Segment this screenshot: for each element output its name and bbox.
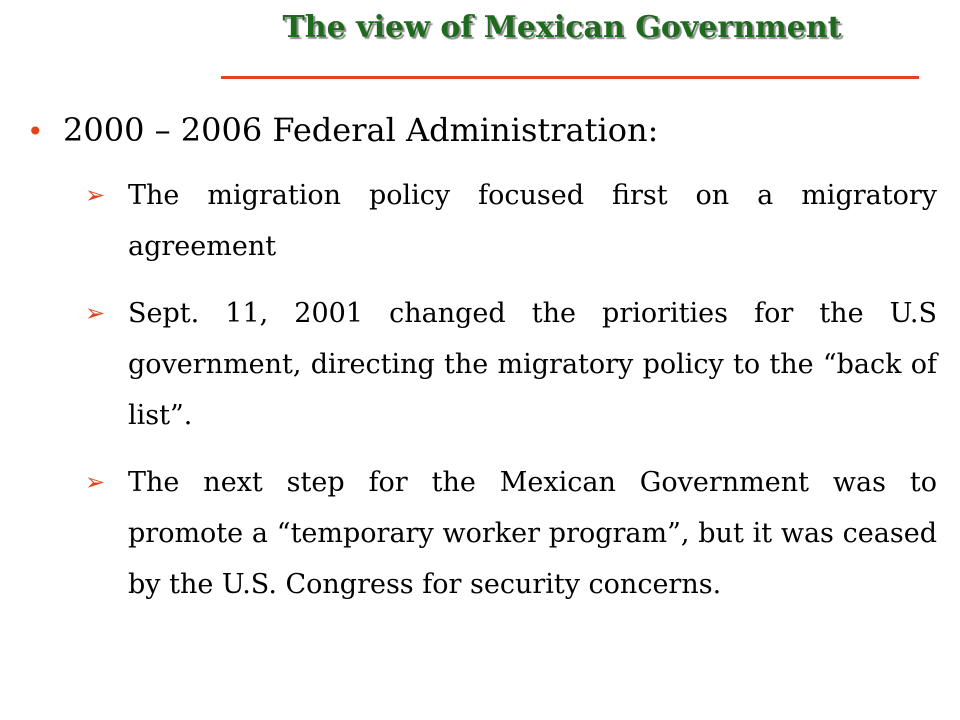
title-divider: [221, 76, 919, 79]
main-bullet-text: 2000 – 2006 Federal Administration:: [63, 111, 659, 149]
arrow-bullet-icon: ➢: [85, 468, 106, 496]
sub-bullet-item: [85, 457, 937, 610]
arrow-bullet-icon: ➢: [85, 181, 106, 209]
bullet-dot-icon: •: [27, 115, 44, 148]
main-bullet: [27, 108, 937, 152]
slide-title: The view of Mexican Government: [282, 10, 842, 45]
sub-bullet-text: The next step for the Mexican Government was to promote a “temporary worker program”, but it was ceased by the U.S. Congress for security concerns.: [128, 467, 937, 600]
sub-bullet-list: [85, 170, 937, 626]
sub-bullet-item: [85, 170, 937, 272]
arrow-bullet-icon: ➢: [85, 299, 106, 327]
sub-bullet-text: Sept. 11, 2001 changed the priorities for the U.S government, directing the migratory policy to the “back of list”.: [128, 298, 937, 431]
sub-bullet-text: The migration policy focused first on a migratory agreement: [128, 180, 937, 262]
sub-bullet-item: [85, 288, 937, 441]
